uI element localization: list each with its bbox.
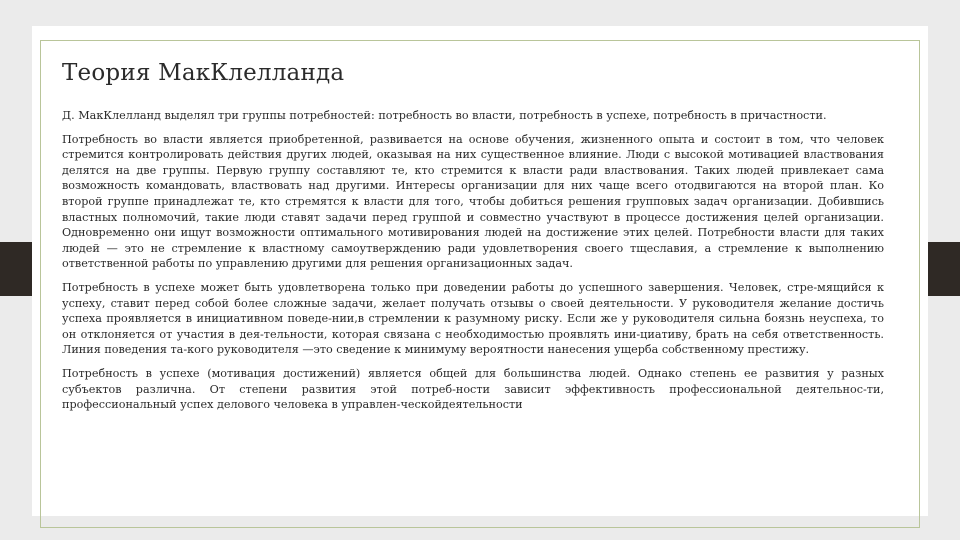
left-side-band bbox=[0, 242, 32, 296]
slide bbox=[32, 26, 928, 516]
paragraph-success-need: Потребность в успехе может быть удовлетворена только при доведении работы до успешного завершения. Человек, стре-мящийся к успеху, ставит перед собой более сложные задачи, желает получать отзывы о своей деятельности. У руководителя желание достичь успеха проявляется в инициативном поведе-нии,в стремлении к разумному риску. Если же у руководителя сильна боязнь неуспеха, то он отклоняется от участия в дея-тельности, которая связана с необходимостью проявлять ини-циативу, брать на себя ответственность. Линия поведения та-кого руководителя —это сведение к минимуму вероятности нанесения ущерба собственному престижу. bbox=[62, 280, 884, 357]
slide-title: Теория МакКлелланда bbox=[62, 60, 345, 86]
right-side-band bbox=[928, 242, 960, 296]
slide-content bbox=[62, 108, 884, 421]
paragraph-achievement-motivation: Потребность в успехе (мотивация достижений) является общей для большинства людей. Однако степень ее развития у разных субъектов различна. От степени развития этой потреб-ности зависит эффективность профессиональной деятельнос-ти, профессиональный успех делового человека в управлен-ческойдеятельности bbox=[62, 366, 884, 412]
paragraph-power-need: Потребность во власти является приобретенной, развивается на основе обучения, жизненного опыта и состоит в том, что человек стремится контролировать действия других людей, оказывая на них существенное влияние. Люди с высокой мотивацией властвования делятся на две группы. Первую группу составляют те, кто стремится к власти ради властвования. Таких людей привлекает сама возможность командовать, властвовать над другими. Интересы организации для них чаще всего отодвигаются на второй план. Ко второй группе принадлежат те, кто стремятся к власти для того, чтобы добиться решения групповых задач организации. Добившись властных полномочий, такие люди ставят задачи перед группой и совместно участвуют в процессе достижения целей организации. Одновременно они ищут возможности оптимального мотивирования людей на достижение этих целей. Потребности власти для таких людей — это не стремление к властному самоутверждению ради удовлетворения своего тщеславия, а стремление к выполнению ответственной работы по управлению другими для решения организационных задач. bbox=[62, 132, 884, 271]
paragraph-intro: Д. МакКлелланд выделял три группы потребностей: потребность во власти, потребность в успехе, потребность в причастности. bbox=[62, 109, 827, 122]
